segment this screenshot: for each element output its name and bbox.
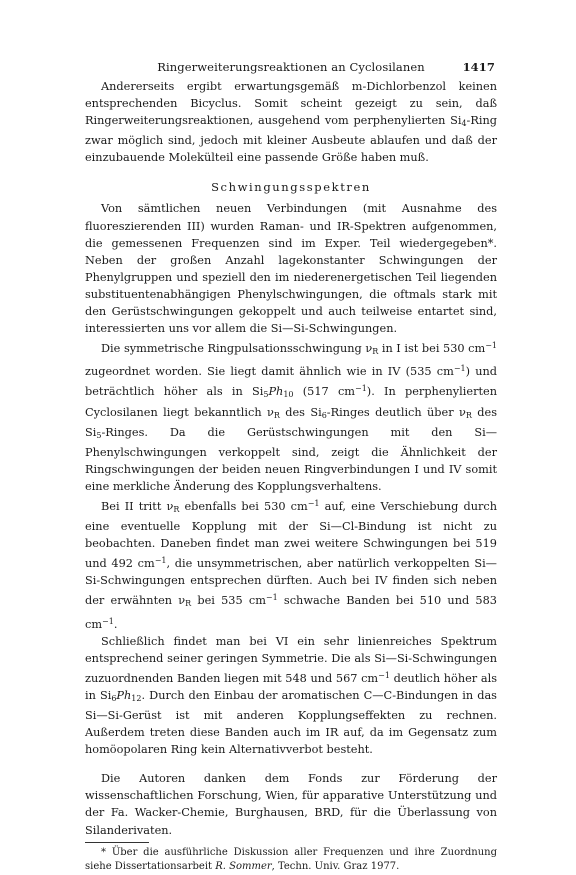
paragraph-compound-vi: Schließlich findet man bei VI ein sehr linienreiches Spektrum entsprechend seiner geringen Symmetrie. Die als Si—Si-Schwingungen zuzuordnenden Banden liegen mit 548 und 567 $cm^{-1}$ deutlich höher als in $Si_6Ph_{12}$. Durch den Einbau der aromatischen C—C-Bindungen in das Si—Si-Gerüst ist mit anderen Kopplungseffekten zu rechnen. Außerdem treten diese Banden auch im IR auf, da im Gegensatz zum homöopolaren Ring kein Alternativverbot besteht. [85, 634, 497, 757]
section-title: Schwingungsspektren [211, 180, 371, 195]
footnote: * Über die ausführliche Diskussion aller Frequenzen und ihre Zuordnung siehe Dissertationsarbeit R. Sommer, Techn. Univ. Graz 1977. [85, 846, 497, 873]
page-number: 1417 [462, 60, 495, 74]
paragraph-acknowledgement: Die Autoren danken dem Fonds zur Förderung der wissenschaftlichen Forschung, Wien, für apparative Unterstützung und der Fa. Wacker-Chemie, Burghausen, BRD, für die Überlassung von Silanderivaten. [85, 772, 497, 837]
paragraph-compound-ii: Bei II tritt $\nu_R$ ebenfalls bei 530 $cm^{-1}$ auf, eine Verschiebung durch eine eventuelle Kopplung mit der Si—Cl-Bindung ist nicht zu beobachten. Daneben findet man zwei weitere Schwingungen bei 519 und 492 $cm^{-1}$, die unsymmetrischen, aber natürlich verkoppelten Si—Si-Schwingungen entsprechen dürften. Auch bei IV finden sich neben der erwähnten $\nu_R$ bei 535 $cm^{-1}$ schwache Banden bei 510 und 583 $cm^{-1}$. [85, 498, 497, 631]
paragraph-vibration-intro: Von sämtlichen neuen Verbindungen (mit Ausnahme des fluoreszierenden III) wurden Raman- und IR-Spektren aufgenommen, die gemessenen Frequenzen sind im Exper. Teil wiedergegeben*. Neben der großen Anzahl lagekonstanter Schwingungen der Phenylgruppen und speziell den im niederenergetischen Teil liegenden substituentenabhängigen Phenylschwingungen, die oftmals stark mit den Gerüstschwingungen gekoppelt und auch teilweise entartet sind, interessierten uns vor allem die Si—Si-Schwingungen. [85, 202, 497, 336]
running-title: Ringerweiterungsreaktionen an Cyclosilanen [157, 60, 425, 74]
page [85, 60, 497, 875]
paragraph-gap [85, 758, 497, 770]
paragraph-ring-pulsation: Die symmetrische Ringpulsationsschwingung $\nu_R$ in I ist bei 530 $cm^{-1}$ zugeordnet worden. Sie liegt damit ähnlich wie in IV (535 $cm^{-1}$) und beträchtlich höher als in $Si_5Ph_{10}$ (517 $cm^{-1}$). In perphenylierten Cyclosilanen liegt bekanntlich $\nu_R$ des $Si_6$-Ringes deutlich über $\nu_R$ des $Si_5$-Ringes. Da die Gerüstschwingungen mit den Si—Phenylschwingungen verkoppelt sind, zeigt die Ähnlichkeit der Ringschwingungen der beiden neuen Ringverbindungen I und IV somit eine merkliche Änderung des Kopplungsverhaltens. [85, 341, 498, 493]
paragraph-ring-expansion: Andererseits ergibt erwartungsgemäß m-Dichlorbenzol keinen entsprechenden Bicyclus. Somit scheint gezeigt zu sein, daß Ringerweiterungsreaktionen, ausgehend vom perphenylierten $Si_4$-Ring zwar möglich sind, jedoch mit kleiner Ausbeute ablaufen und daß der einzubauende Molekülteil eine passende Größe haben muß. [85, 80, 497, 165]
running-head [85, 60, 497, 78]
footnote-rule [85, 842, 149, 843]
